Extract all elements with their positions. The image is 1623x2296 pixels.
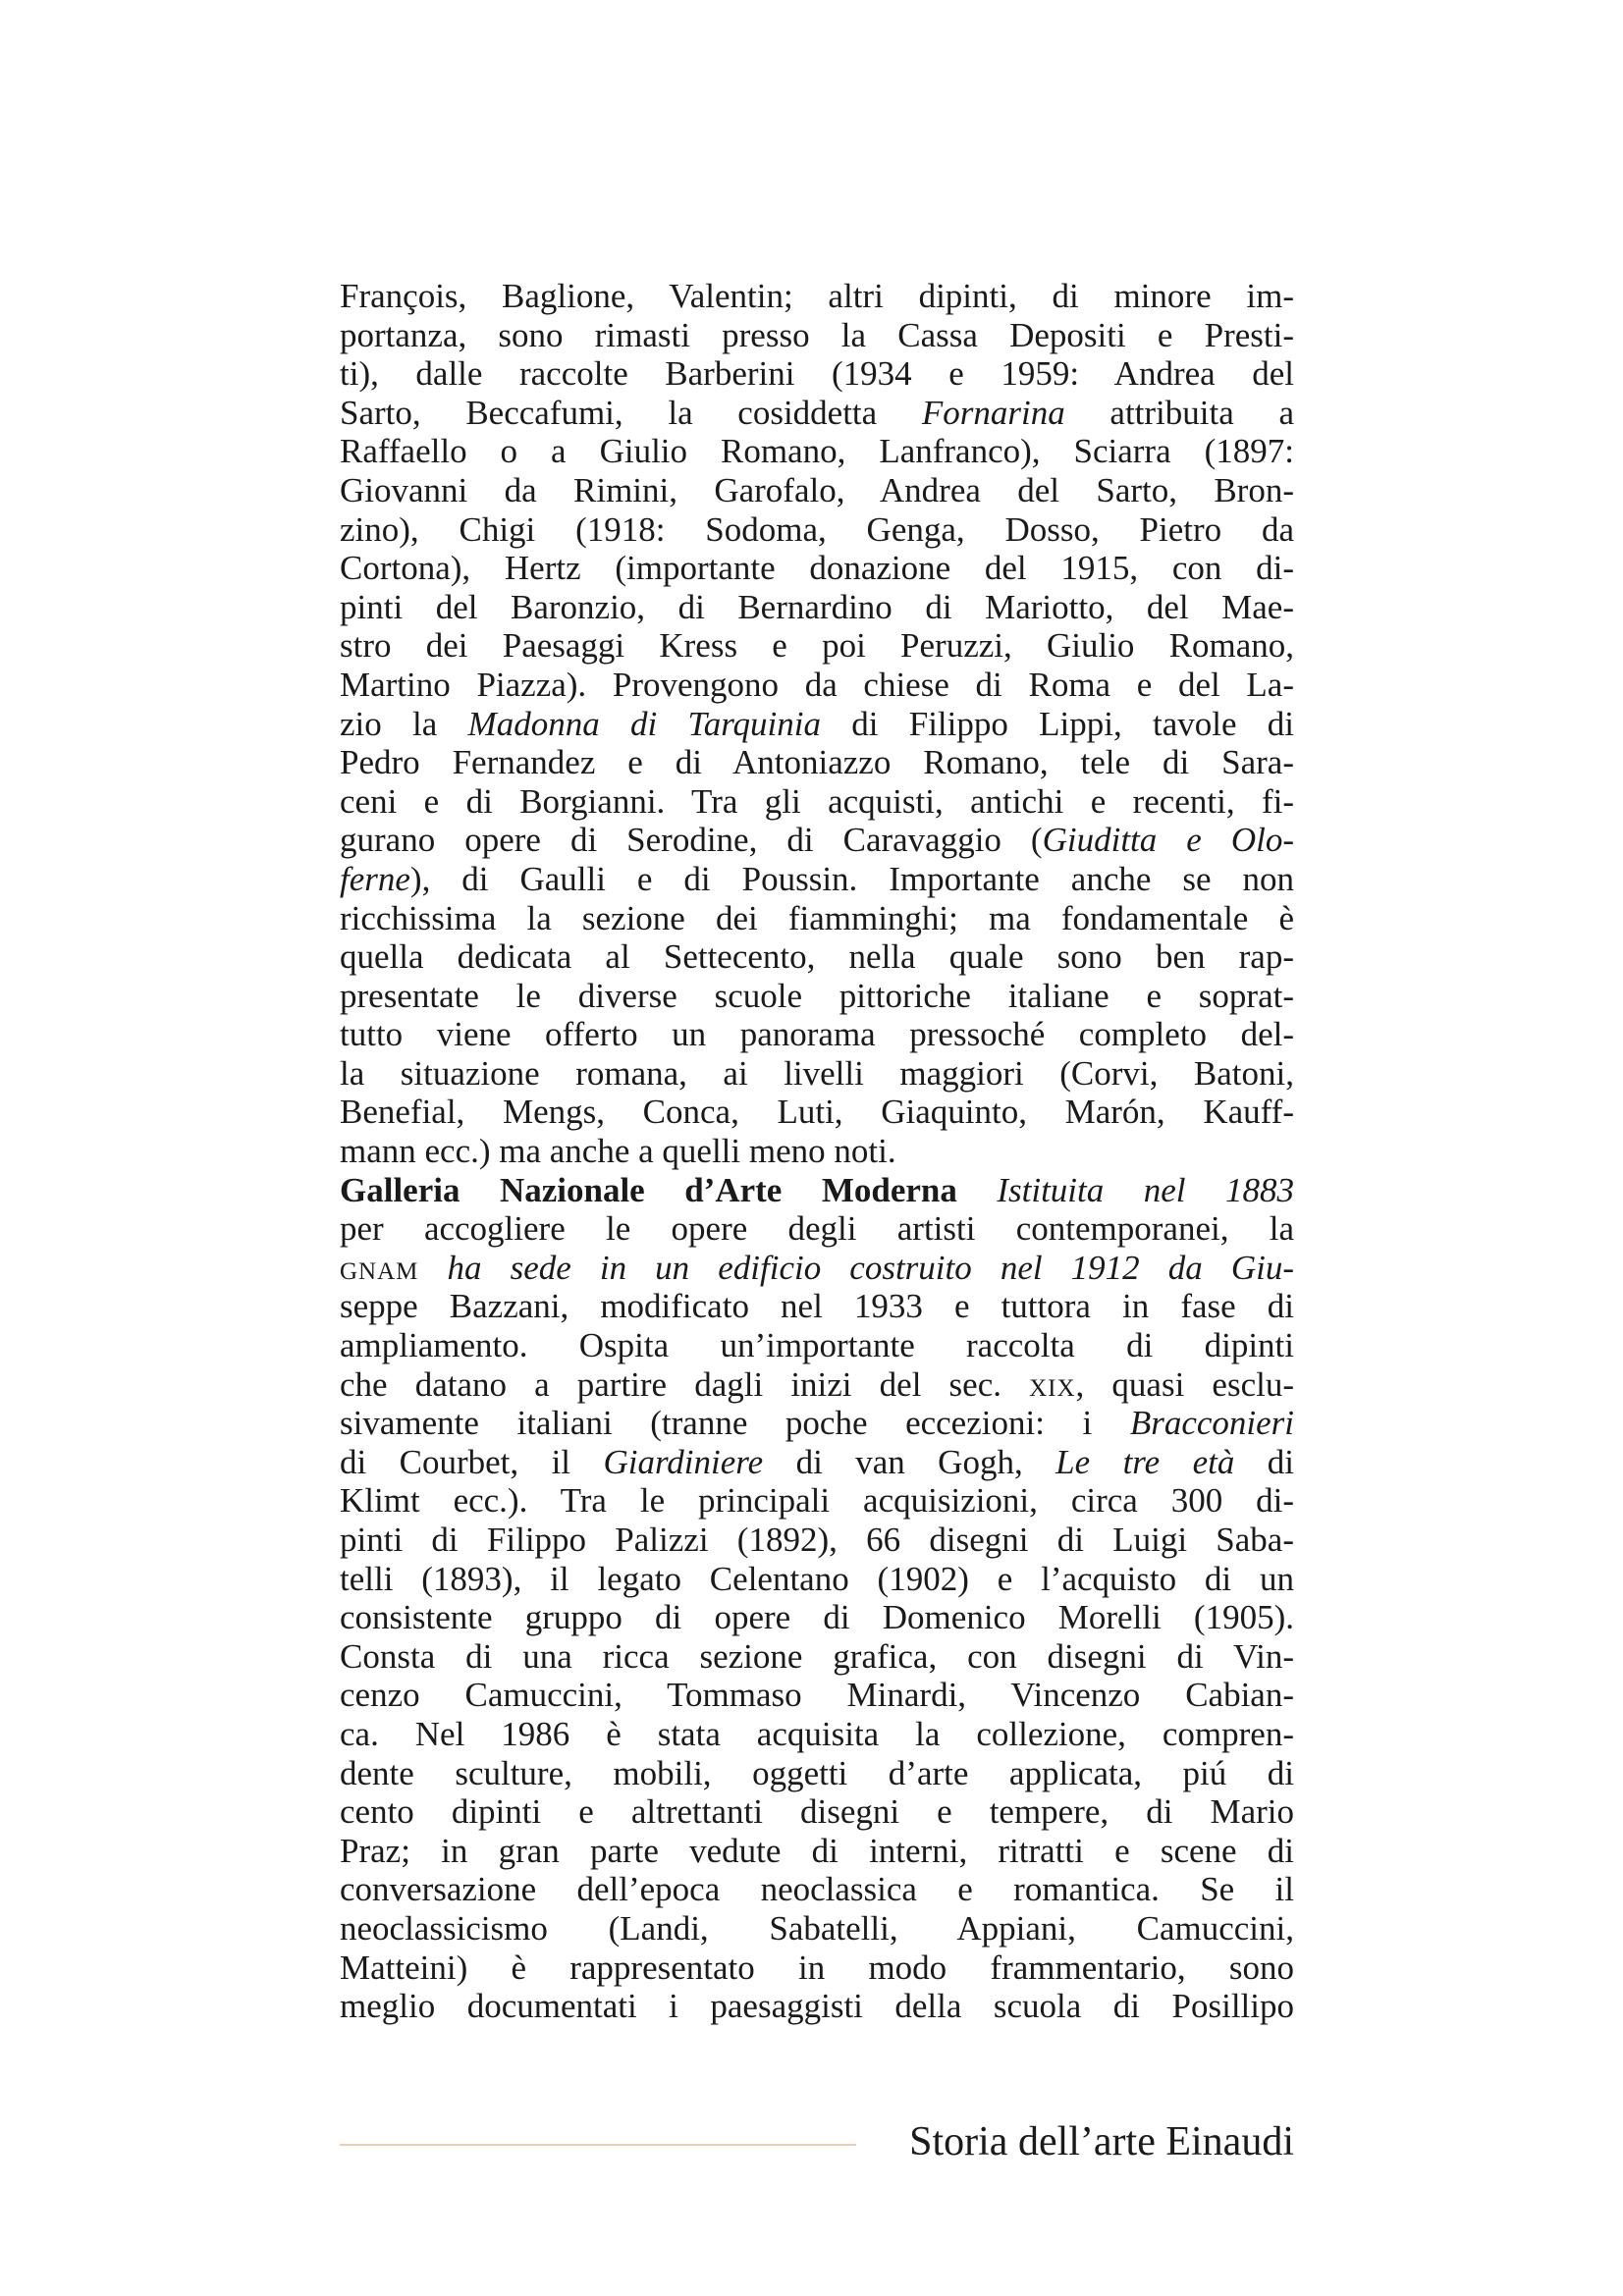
text-line bbox=[340, 1171, 1294, 1210]
text-line bbox=[340, 1132, 1294, 1171]
text-line bbox=[340, 1715, 1294, 1754]
text-line bbox=[340, 1093, 1294, 1132]
text-line bbox=[340, 860, 1294, 899]
text-run: zio la bbox=[340, 704, 468, 743]
text-line bbox=[340, 821, 1294, 860]
text-run: telli (1893), il legato Celentano (1902) e l’acquisto di un bbox=[340, 1559, 1294, 1598]
text-line bbox=[340, 1909, 1294, 1949]
text-line bbox=[340, 1326, 1294, 1365]
text-line bbox=[340, 1560, 1294, 1599]
text-run: presentate le diverse scuole pittoriche italiane e soprat- bbox=[340, 976, 1294, 1015]
text-run: Benefial, Mengs, Conca, Luti, Giaquinto, Marón, Kauff- bbox=[340, 1093, 1294, 1132]
italic-title: Istituita nel 1883 bbox=[956, 1170, 1294, 1209]
text-line bbox=[340, 1287, 1294, 1326]
text-run: Klimt ecc.). Tra le principali acquisizioni, circa 300 di- bbox=[340, 1481, 1294, 1521]
text-line bbox=[340, 1792, 1294, 1832]
text-line bbox=[340, 1404, 1294, 1443]
italic-title: Le tre età bbox=[1055, 1442, 1235, 1481]
text-run: cento dipinti e altrettanti disegni e tempere, di Mario bbox=[340, 1792, 1294, 1832]
text-line bbox=[340, 471, 1294, 510]
text-line bbox=[340, 1870, 1294, 1909]
text-line bbox=[340, 705, 1294, 744]
text-run: dente sculture, mobili, oggetti d’arte applicata, piú di bbox=[340, 1753, 1294, 1792]
text-run: Martino Piazza). Provengono da chiese di Roma e del La- bbox=[340, 665, 1294, 704]
text-line bbox=[340, 510, 1294, 550]
text-run: che datano a partire dagli inizi del sec. bbox=[340, 1364, 1030, 1404]
text-run: Praz; in gran parte vedute di interni, ritratti e scene di bbox=[340, 1831, 1294, 1870]
italic-title: Bracconieri bbox=[1129, 1404, 1294, 1443]
text-run: zino), Chigi (1918: Sodoma, Genga, Dosso, Pietro da bbox=[340, 509, 1294, 549]
text-run: gurano opere di Serodine, di Caravaggio ( bbox=[340, 821, 1043, 860]
italic-title: ha sede in un edificio costruito nel 1912 da Giu- bbox=[418, 1248, 1294, 1287]
text-line bbox=[340, 977, 1294, 1016]
text-line bbox=[340, 1987, 1294, 2026]
text-run: ampliamento. Ospita un’importante raccolta di dipinti bbox=[340, 1326, 1294, 1365]
text-line bbox=[340, 1365, 1294, 1405]
text-run: Giovanni da Rimini, Garofalo, Andrea del Sarto, Bron- bbox=[340, 470, 1294, 509]
footer-publisher-title: Storia dell’arte Einaudi bbox=[909, 2119, 1294, 2164]
text-line bbox=[340, 1521, 1294, 1560]
text-line bbox=[340, 588, 1294, 627]
text-run: ceni e di Borgianni. Tra gli acquisti, antichi e recenti, fi- bbox=[340, 781, 1294, 821]
roman-numeral: xix bbox=[1029, 1364, 1076, 1404]
body-text bbox=[340, 277, 1294, 2026]
text-line bbox=[340, 1015, 1294, 1054]
text-line bbox=[340, 1676, 1294, 1715]
text-line bbox=[340, 743, 1294, 782]
text-line bbox=[340, 432, 1294, 471]
text-line bbox=[340, 1637, 1294, 1677]
text-run: pinti del Baronzio, di Bernardino di Mariotto, del Mae- bbox=[340, 587, 1294, 626]
text-run: di van Gogh, bbox=[763, 1442, 1056, 1481]
text-run: per accogliere le opere degli artisti contemporanei, la bbox=[340, 1209, 1294, 1249]
text-line bbox=[340, 1054, 1294, 1094]
text-line bbox=[340, 1754, 1294, 1793]
text-run: Raffaello o a Giulio Romano, Lanfranco), Sciarra (1897: bbox=[340, 432, 1294, 471]
text-run: ti), dalle raccolte Barberini (1934 e 1959: Andrea del bbox=[340, 354, 1294, 394]
text-line bbox=[340, 277, 1294, 316]
text-run: conversazione dell’epoca neoclassica e romantica. Se il bbox=[340, 1870, 1294, 1909]
text-run: pinti di Filippo Palizzi (1892), 66 disegni di Luigi Saba- bbox=[340, 1521, 1294, 1559]
text-run: la situazione romana, ai livelli maggiori (Corvi, Batoni, bbox=[340, 1053, 1294, 1093]
text-line bbox=[340, 316, 1294, 355]
italic-title: Giuditta e Olo- bbox=[1042, 821, 1294, 860]
text-line bbox=[340, 937, 1294, 977]
italic-title: ferne bbox=[340, 859, 410, 898]
text-line bbox=[340, 1209, 1294, 1249]
text-run: consistente gruppo di opere di Domenico Morelli (1905). bbox=[340, 1598, 1294, 1637]
footer-rule bbox=[340, 2144, 856, 2146]
text-run: Consta di una ricca sezione grafica, con disegni di Vin- bbox=[340, 1636, 1294, 1676]
text-line bbox=[340, 394, 1294, 433]
text-run: stro dei Paesaggi Kress e poi Peruzzi, Giulio Romano, bbox=[340, 626, 1294, 666]
text-run: sivamente italiani (tranne poche eccezioni: i bbox=[340, 1404, 1130, 1443]
text-run: tutto viene offerto un panorama pressoché completo del- bbox=[340, 1015, 1294, 1054]
text-run: Pedro Fernandez e di Antoniazzo Romano, tele di Sara- bbox=[340, 743, 1294, 782]
text-run: di Filippo Lippi, tavole di bbox=[820, 704, 1294, 743]
text-run: cenzo Camuccini, Tommaso Minardi, Vincenzo Cabian- bbox=[340, 1676, 1294, 1715]
text-run: quella dedicata al Settecento, nella quale sono ben rap- bbox=[340, 937, 1294, 977]
text-line bbox=[340, 666, 1294, 705]
text-line bbox=[340, 1832, 1294, 1871]
text-run: di bbox=[1234, 1442, 1294, 1481]
text-run: Sarto, Beccafumi, la cosiddetta bbox=[340, 393, 922, 432]
text-run: portanza, sono rimasti presso la Cassa Depositi e Presti- bbox=[340, 315, 1294, 354]
text-line bbox=[340, 899, 1294, 938]
abbreviation: gnam bbox=[340, 1248, 419, 1287]
text-run: attribuita a bbox=[1064, 393, 1294, 432]
text-run: ), di Gaulli e di Poussin. Importante anche se non bbox=[409, 859, 1294, 898]
text-run: mann ecc.) ma anche a quelli meno noti. bbox=[340, 1132, 896, 1171]
text-line bbox=[340, 782, 1294, 822]
italic-title: Madonna di Tarquinia bbox=[467, 704, 821, 743]
text-run: seppe Bazzani, modificato nel 1933 e tuttora in fase di bbox=[340, 1287, 1294, 1326]
text-run: Matteini) è rappresentato in modo frammentario, sono bbox=[340, 1948, 1294, 1987]
text-line bbox=[340, 1949, 1294, 1988]
text-run: meglio documentati i paesaggisti della scuola di Posillipo bbox=[340, 1987, 1294, 2026]
text-run: , quasi esclu- bbox=[1075, 1364, 1294, 1404]
text-run: ca. Nel 1986 è stata acquisita la collezione, compren- bbox=[340, 1714, 1294, 1753]
text-line bbox=[340, 354, 1294, 394]
section-heading: Galleria Nazionale d’Arte Moderna bbox=[340, 1170, 957, 1209]
text-run: ricchissima la sezione dei fiamminghi; ma fondamentale è bbox=[340, 898, 1294, 937]
text-line bbox=[340, 1249, 1294, 1288]
text-line bbox=[340, 1598, 1294, 1637]
text-run: Cortona), Hertz (importante donazione del 1915, con di- bbox=[340, 549, 1294, 588]
text-run: di Courbet, il bbox=[340, 1442, 604, 1481]
text-run: neoclassicismo (Landi, Sabatelli, Appiani, Camuccini, bbox=[340, 1908, 1294, 1948]
text-line bbox=[340, 626, 1294, 666]
italic-title: Giardiniere bbox=[603, 1442, 764, 1481]
text-line bbox=[340, 1481, 1294, 1521]
text-line bbox=[340, 549, 1294, 588]
text-run: François, Baglione, Valentin; altri dipinti, di minore im- bbox=[340, 277, 1294, 315]
italic-title: Fornarina bbox=[921, 393, 1065, 432]
text-line bbox=[340, 1443, 1294, 1482]
